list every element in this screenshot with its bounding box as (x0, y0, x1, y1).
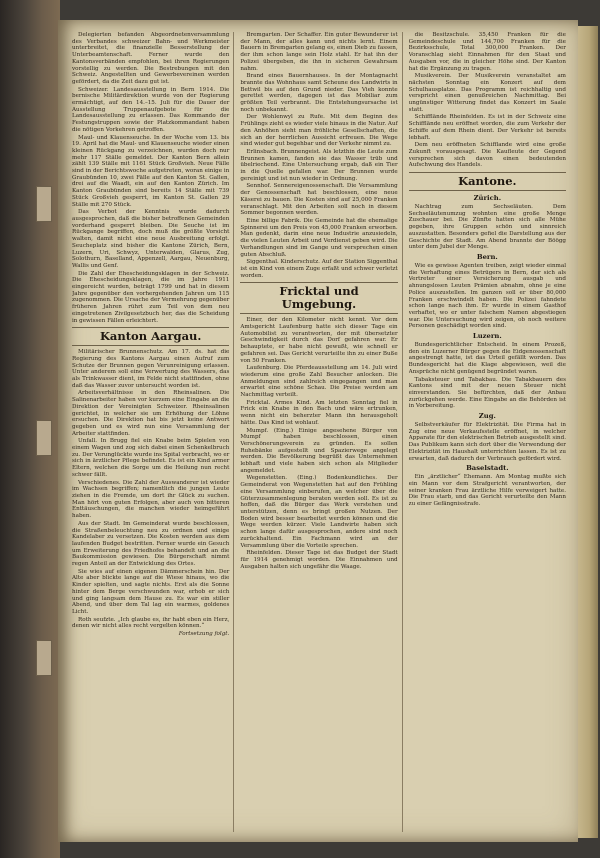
article-paragraph: Delegierten befanden Abgeordnetenversammlung des Verbandes schweizer Bahn- und Werkmeister unterbreitet, die finanzielle Besserstellung der Unterbeamtenschaft. Ferner wurde den Kantonsverbänden empfohlen, bei ihren Regierungen vorstellig zu werden. Die Bestrebungen mit den Schweiz. Angestellten und Gewerbevereinen werden gefördert, da die Zeit dazu gut ist. (72, 32, 230, 85)
article-paragraph: Einer, der den Kilometer nicht kennt. Vor dem Amtsgericht Laufenburg hatte sich dieser Tage ein Automobilist zu verantworten, der mit übersetzter Geschwindigkeit durch das Dorf gefahren war. Er behauptete, er habe nicht gewußt, wie schnell er gefahren sei. Das Gericht verurteilte ihn zu einer Buße von 50 Franken. (240, 317, 398, 364)
article-paragraph: Militärischer Brunnenschutz. Am 17. ds. hat die Regierung des Kantons Aargau einen Aufruf zum Schutze der Brunnen gegen Verunreinigung erlassen. Unter anderem soll eine Verwertung des Wassers, das als Trinkwasser dient, im Felde nicht stattfinden, ohne daß das Wasser zuvor untersucht worden ist. (72, 349, 230, 389)
section-heading: Luzern. (472, 332, 502, 341)
page-stack-edge (576, 26, 598, 838)
article-paragraph: Musikverein. Der Musikverein veranstaltet am nächsten Sonntag ein Konzert auf dem Schulhausplatze. Das Programm ist reichhaltig und verspricht einen genußreichen Nachmittag. Bei ungünstiger Witterung findet das Konzert im Saale statt. (408, 73, 566, 113)
article-paragraph: Bundesgerichtlicher Entscheid. In einem Prozeß, den ein Luzerner Bürger gegen die Eidgenossenschaft angestrengt hatte, ist das Urteil gefällt worden. Das Bundesgericht hat die Klage abgewiesen, weil die Ansprüche nicht genügend begründet waren. (408, 342, 566, 375)
section-heading: Zürich. (473, 194, 502, 203)
article-paragraph: Verschiedenes. Die Zahl der Auswanderer ist wieder im Wachsen begriffen; namentlich die jungen Leute ziehen in die Fremde, um dort ihr Glück zu suchen. Man hört von guten Erfolgen, aber auch von bitteren Enttäuschungen, die manchen wieder heimgeführt haben. (72, 479, 230, 520)
column-middle (240, 32, 402, 832)
section-heading: Baselstadt. (466, 464, 509, 473)
article-paragraph: Rheinfelden. Dieser Tage ist das Budget der Stadt für 1914 genehmigt worden. Die Einnahmen und Ausgaben halten sich ungefähr die Waage. (240, 550, 398, 570)
article-paragraph: Schifflände Rheinfelden. Es ist in der Schweiz eine Schifflände neu eröffnet worden, die zum Verkehr der Schiffe auf dem Rhein dient. Der Verkehr ist bereits lebhaft. (408, 114, 566, 141)
article-paragraph: Sennhof. Sennereigenossenschaft. Die Versammlung der Genossenschaft hat beschlossen, eine neue Käserei zu bauen. Die Kosten sind auf 25,000 Franken veranschlagt. Mit den Arbeiten soll noch in diesem Sommer begonnen werden. (240, 183, 398, 217)
article-paragraph: Der Wohlenwyl zu Rufe. Mit dem Beginn des Frühlings zieht es wieder viele hinaus in die Natur. Auf den Anhöhen sieht man fröhliche Gesellschaften, die sich an der herrlichen Aussicht erfreuen. Die Wege sind wieder gut begehbar und der Verkehr nimmt zu. (240, 114, 398, 148)
section-heading: Zug. (478, 412, 496, 421)
article-paragraph: Siggenthal. Kinderschutz. Auf der Station Siggenthal ist ein Kind von einem Zuge erfaßt und schwer verletzt worden. (240, 259, 398, 279)
article-paragraph: Laufenburg. Die Pferdeausstellung am 14. Juli wird wiederum eine große Zahl Besucher anlocken. Die Anmeldungen sind zahlreich eingegangen und man erwartet eine schöne Schau. Die Preise werden am Nachmittag verteilt. (240, 365, 398, 399)
article-paragraph: Aus der Stadt. Im Gemeinderat wurde beschlossen, die Straßenbeleuchtung neu zu ordnen und einige Kandelaber zu versetzen. Die Kosten werden aus dem laufenden Budget bestritten. Ferner wurde ein Gesuch um Erweiterung des Friedhofes behandelt und an die Baukommission gewiesen. Die Bürgerschaft nimmt regen Anteil an der Entwicklung des Ortes. (72, 520, 230, 568)
article-paragraph: Ein „ärztlicher“ Ehemann. Am Montag mußte sich ein Mann vor dem Strafgericht verantworten, der seiner kranken Frau ärztliche Hilfe verweigert hatte. Die Frau starb, und das Gericht verurteilte den Mann zu einer Gefängnisstrafe. (408, 474, 566, 508)
article-paragraph: die Besitzschule. 35,450 Franken für die Gemeindeschule und 144,700 Franken für die Bezirksschule, Total 300,000 Franken. Der Voranschlag sieht Einnahmen für den Staat und Ausgaben vor, die in gleicher Höhe sind. Der Kanton hat die Ergänzung zu tragen. (408, 32, 566, 72)
article-paragraph: Fricktal. Armes Kind. Am letzten Sonntag fiel in Frick ein Knabe in den Bach und wäre ertrunken, wenn nicht ein beherzter Mann ihn herausgeholt hätte. Das Kind ist wohlauf. (240, 399, 398, 426)
section-heading: Fricktal und Umgebung. (240, 282, 397, 314)
newspaper-page (58, 20, 578, 842)
article-paragraph: Brand eines Bauernhauses. In der Montagnacht brannte das Wohnhaus samt Scheune des Landwirts in Bettwil bis auf den Grund nieder. Das Vieh konnte gerettet werden, dagegen ist das Mobiliar zum größten Teil verbrannt. Die Entstehungsursache ist noch unbekannt. (240, 73, 398, 113)
section-heading: Bern. (476, 252, 498, 261)
article-paragraph: Erlinsbach. Brunnengeist. Als letzthin die Leute zum Brunnen kamen, fanden sie das Wasser trüb und übelriechend. Eine Untersuchung ergab, daß ein Tier in die Quelle gefallen war. Der Brunnen wurde gereinigt und ist nun wieder in Ordnung. (240, 148, 398, 182)
column-left (72, 32, 234, 832)
section-heading: Kantone. (409, 172, 566, 191)
article-paragraph: Die Zahl der Ehescheidungsklagen in der Schweiz. Die Ehescheidungsklagen, die im Jahre 1911 eingereicht wurden, beträgt 1799 und hat in diesem Jahre gegenüber den vorhergehenden Jahren um 115 zugenommen. Die Ursache der Vermehrung gegenüber früheren Jahren rührt zum Teil von dem neu eingetretenen Zivilgesetzbuch her, das die Scheidung in gewissen Fällen erleichtert. (72, 270, 230, 324)
article-paragraph: Tabaksteuer und Tabakbau. Die Tabakbauern des Kantons sind mit der neuen Steuer nicht einverstanden. Sie befürchten, daß der Anbau zurückgehen werde. Eine Eingabe an die Behörden ist in Vorbereitung. (408, 376, 566, 410)
article-paragraph: Eine billige Fabrik. Die Gemeinde hat die ehemalige Spinnerei um den Preis von 45,000 Franken erworben. Man gedenkt, darin eine neue Industrie anzusiedeln, die vielen Leuten Arbeit und Verdienst geben wird. Die Verhandlungen sind im Gange und versprechen einen guten Abschluß. (240, 217, 398, 258)
binding-tab (36, 420, 52, 456)
article-paragraph: Das Verbot der Kenntnis wurde dadurch ausgesprochen, daß die bisher betroffenen Gemeinden vorderhand gesperrt bleiben. Die Seuche ist im Rückgange begriffen, doch muß die größte Vorsicht walten, damit nicht eine neue Ausbreitung erfolgt. Seucheplatz sind bisher die Kantone Zürich, Bern, Luzern, Uri, Schwyz, Unterwalden, Glarus, Zug, Solothurn, Baselland, Appenzell, Aargau, Neuenburg, Wallis und Genf. (72, 209, 230, 269)
article-paragraph: Mumpf. (Eing.) Einige angesehene Bürger von Mumpf haben beschlossen, einen Verschönerungsverein zu gründen. Es sollen Ruhebänke aufgestellt und Spazierwege angelegt werden. Die Bevölkerung begrüßt das Unternehmen lebhaft und viele haben sich schon als Mitglieder angemeldet. (240, 427, 398, 474)
article-paragraph: Unfall. In Brugg fiel ein Knabe beim Spielen von einem Wagen und zog sich dabei einen Schenkelbruch zu. Der Verunglückte wurde ins Spital verbracht, wo er sich in ärztlicher Pflege befindet. Es ist ein Kind armer Eltern, welchen die Sorge um die Heilung nun recht schwer fällt. (72, 438, 230, 478)
binding-tab (36, 186, 52, 222)
article-paragraph: Arbeitsverhältnisse in den Rheinsalinen. Die Salinenarbeiter haben vor kurzem eine Eingabe an die Direktion der Vereinigten Schweizer. Rheinsalinen gerichtet, in welcher sie um Erhöhung der Löhne ersuchen. Die Direktion hat bis jetzt keine Antwort gegeben und es wird nun eine Versammlung der Arbeiter stattfinden. (72, 390, 230, 437)
article-paragraph: Wie es gewisse Agenten treiben, zeigt wieder einmal die Verhaftung eines Betrügers in Bern, der sich als Vertreter einer Versicherung ausgab und ahnungslosen Leuten Prämien abnahm, ohne je eine Police auszustellen. Im ganzen soll er über 80,000 Franken erschwindelt haben. Die Polizei fahndete schon lange nach ihm. Er wurde in einem Gasthof verhaftet, wo er unter falschem Namen abgestiegen war. Die Untersuchung wird zeigen, ob noch weitere Personen geschädigt worden sind. (408, 262, 566, 330)
column-right (409, 32, 570, 832)
continuation-note: Fortsetzung folgt. (178, 631, 230, 638)
article-paragraph: Maul- und Klauenseuche. In der Woche vom 13. bis 19. April hat die Maul- und Klauenseuche wieder einen kleinen Rückgang zu verzeichnen, wurden doch nur mehr 117 Ställe gemeldet. Der Kanton Bern allein zählt 139 Ställe mit 1161 Stück Großvieh. Neue Fälle sind in der Berichtswoche aufgetreten, woran einige in Graubünden 10, zwei Fälle auf den Kanton St. Gallen, drei auf die Waadt, ein auf den Kanton Zürich. Im Kanton Graubünden sind bereits 14 Ställe mit 739 Stück Großvieh gesperrt, im Kanton St. Gallen 29 Ställe mit 270 Stück. (72, 134, 230, 208)
article-paragraph: Bremgarten. Der Schaffer. Ein guter Bewunderer ist der Mann, der alles kann und nichts lernt. Einem Bauern in Bremgarten gelang es, einen Dieb zu fassen, der ihm schon lange sein Holz stahl. Er hat ihn der Polizei übergeben, die ihn in sicheren Gewahrsam nahm. (240, 32, 398, 72)
newspaper-columns (72, 32, 570, 832)
article-paragraph: Schweizer. Landesausstellung in Bern 1914. Die bernische Militärdirektion wurde von der Regierung ermächtigt, auf den 14.–15. Juli für die Dauer der Ausstellung Truppenaufgebote für die Landesausstellung zu erlassen. Das Kommando der Festungstruppen sowie der Platzkommandant haben die nötigen Vorkehren getroffen. (72, 86, 230, 133)
article-paragraph: Nachtrag zum Sechseläuten. Dem Sechseläutenumzug wohnten eine große Menge Zuschauer bei. Die Zünfte hatten sich alle Mühe gegeben, ihre Gruppen schön und sinnreich auszustatten. Besonders gefiel die Darstellung aus der Geschichte der Stadt. Am Abend brannte der Böögg unter dem Jubel der Menge. (408, 204, 566, 251)
article-paragraph: Wegenstetten. (Eing.) Bodenkundliches. Der Gemeinderat von Wegenstetten hat auf den Frühling eine Versammlung einberufen, an welcher über die Güterzusammenlegung beraten werden soll. Es ist zu hoffen, daß die Bürger das Werk verstehen und unterstützen, denn es bringt großen Nutzen. Der Boden wird besser bearbeitet werden können und die Wege werden kürzer. Viele Landwirte haben sich schon lange dafür ausgesprochen, andere sind noch zurückhaltend. Ein Fachmann wird an der Versammlung über die Vorteile sprechen. (240, 475, 398, 549)
article-paragraph: Selbstverkäufer für Elektrizität. Die Firma hat in Zug eine neue Verkaufsstelle eröffnet, in welcher Apparate für den elektrischen Betrieb ausgestellt sind. Das Publikum kann sich dort über die Verwendung der Elektrizität im Haushalt unterrichten lassen. Es ist zu erwarten, daß dadurch der Verbrauch gefördert wird. (408, 422, 566, 462)
binding-tab (36, 640, 52, 676)
article-paragraph: Sie wies auf einen eigenen Dämmerschein hin. Der Alte aber blickte lange auf die Wiese hinaus, wo die Kinder spielten, und sagte nichts. Erst als die Sonne hinter dem Berge verschwunden war, erhob er sich und ging langsam dem Hause zu. Es war ein stiller Abend, und über dem Tal lag ein warmes, goldenes Licht. (72, 568, 230, 615)
article-paragraph: Roth seufzte. „Ich glaube es, ihr habt eben ein Herz, denen wir nicht alles recht vergelten können.“ (72, 616, 230, 630)
section-heading: Kanton Aargau. (72, 327, 229, 346)
article-paragraph: Dem neu eröffneten Schifflande wird eine große Zukunft vorausgesagt. Die Kaufleute der Gegend versprechen sich davon einen bedeutenden Aufschwung des Handels. (408, 142, 566, 169)
